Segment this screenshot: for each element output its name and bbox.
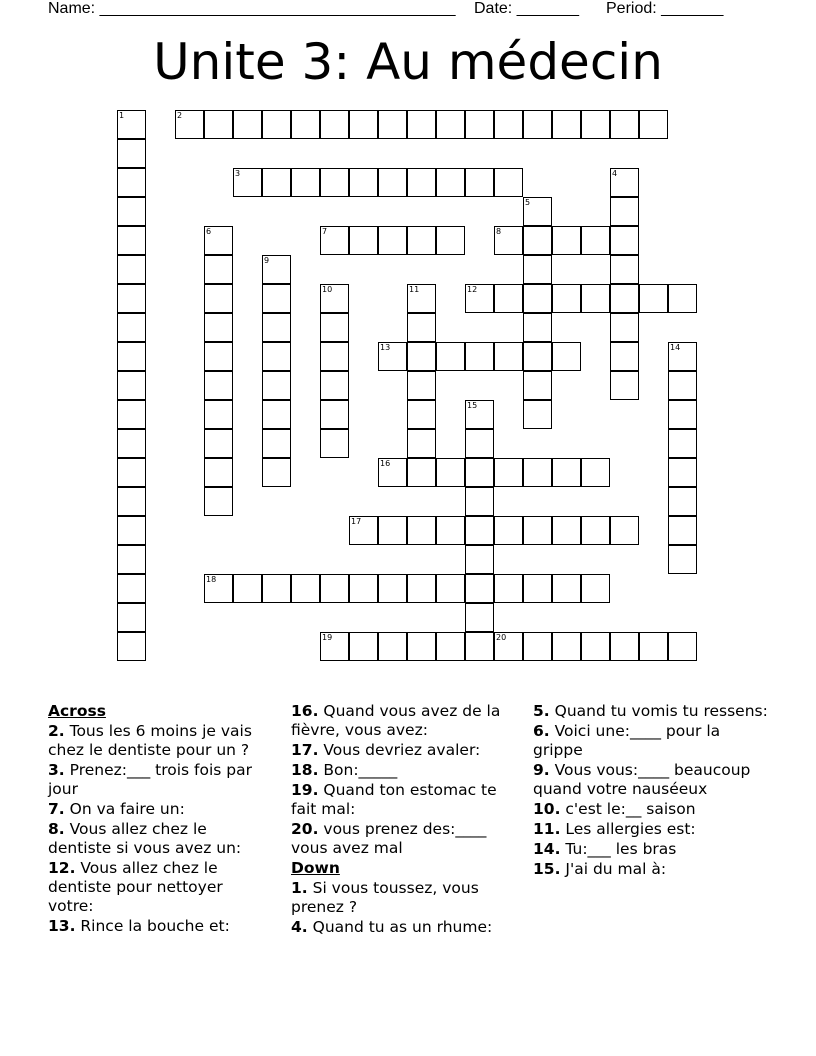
grid-cell[interactable] [465, 574, 494, 603]
grid-cell[interactable] [639, 284, 668, 313]
across-clue [291, 781, 519, 819]
clue-number-label: 15. [533, 860, 561, 878]
grid-cell[interactable] [407, 632, 436, 661]
grid-cell[interactable] [204, 284, 233, 313]
grid-cell[interactable] [407, 371, 436, 400]
grid-cell[interactable] [349, 516, 378, 545]
grid-cell[interactable] [117, 487, 146, 516]
grid-cell[interactable] [204, 487, 233, 516]
grid-cell[interactable] [639, 110, 668, 139]
grid-cell[interactable] [378, 574, 407, 603]
grid-cell[interactable] [378, 632, 407, 661]
grid-cell[interactable] [407, 226, 436, 255]
period-field-label: Period: _______ [606, 0, 724, 17]
clue-text: Rince la bouche et: [75, 917, 230, 935]
grid-cell[interactable] [494, 342, 523, 371]
clue-text: vous prenez des:____ vous avez mal [291, 820, 487, 857]
grid-cell[interactable] [233, 168, 262, 197]
grid-cell[interactable] [262, 371, 291, 400]
grid-cell[interactable] [552, 458, 581, 487]
grid-cell[interactable] [233, 110, 262, 139]
grid-cell[interactable] [494, 284, 523, 313]
grid-cell[interactable] [262, 574, 291, 603]
grid-cell[interactable] [668, 371, 697, 400]
grid-cell[interactable] [320, 429, 349, 458]
clue-number: 2 [177, 111, 183, 120]
grid-cell[interactable] [610, 226, 639, 255]
grid-cell[interactable] [523, 197, 552, 226]
clue-number: 20 [496, 633, 507, 642]
down-clue-list [291, 879, 519, 937]
grid-cell[interactable] [668, 516, 697, 545]
clue-number: 4 [612, 169, 618, 178]
grid-cell[interactable] [291, 168, 320, 197]
grid-cell[interactable] [668, 545, 697, 574]
grid-cell[interactable] [407, 400, 436, 429]
grid-cell[interactable] [117, 545, 146, 574]
clue-number-label: 11. [533, 820, 561, 838]
grid-cell[interactable] [378, 458, 407, 487]
grid-cell[interactable] [494, 168, 523, 197]
grid-cell[interactable] [523, 255, 552, 284]
grid-cell[interactable] [523, 226, 552, 255]
grid-cell[interactable] [436, 632, 465, 661]
grid-cell[interactable] [204, 226, 233, 255]
grid-cell[interactable] [523, 342, 552, 371]
grid-cell[interactable] [581, 516, 610, 545]
grid-cell[interactable] [465, 632, 494, 661]
grid-cell[interactable] [523, 110, 552, 139]
clue-text: Voici une:____ pour la grippe [533, 722, 721, 759]
grid-cell[interactable] [117, 632, 146, 661]
grid-cell[interactable] [610, 632, 639, 661]
grid-cell[interactable] [407, 168, 436, 197]
clue-text: Bon:_____ [318, 761, 398, 779]
clue-number-label: 1. [291, 879, 308, 897]
across-clue [48, 722, 273, 760]
grid-cell[interactable] [436, 110, 465, 139]
grid-cell[interactable] [668, 632, 697, 661]
name-field-label: Name: ________________________________________ [48, 0, 456, 17]
grid-cell[interactable] [117, 255, 146, 284]
grid-cell[interactable] [204, 255, 233, 284]
grid-cell[interactable] [291, 574, 320, 603]
across-clue [291, 702, 519, 740]
grid-cell[interactable] [668, 400, 697, 429]
clue-number-label: 18. [291, 761, 319, 779]
grid-cell[interactable] [639, 632, 668, 661]
grid-cell[interactable] [117, 110, 146, 139]
grid-cell[interactable] [204, 342, 233, 371]
clue-text: Vous allez chez le dentiste si vous avez un: [48, 820, 242, 857]
clue-text: Quand ton estomac te fait mal: [291, 781, 497, 818]
grid-cell[interactable] [581, 632, 610, 661]
clue-text: J'ai du mal à: [560, 860, 667, 878]
grid-cell[interactable] [552, 632, 581, 661]
grid-cell[interactable] [117, 226, 146, 255]
clue-number-label: 20. [291, 820, 319, 838]
grid-cell[interactable] [117, 371, 146, 400]
clue-number-label: 5. [533, 702, 550, 720]
grid-cell[interactable] [552, 574, 581, 603]
grid-cell[interactable] [262, 313, 291, 342]
clue-number: 12 [467, 285, 478, 294]
across-clue [48, 859, 273, 916]
grid-cell[interactable] [117, 284, 146, 313]
grid-cell[interactable] [320, 226, 349, 255]
grid-cell[interactable] [465, 516, 494, 545]
clue-number-label: 14. [533, 840, 561, 858]
grid-cell[interactable] [552, 342, 581, 371]
grid-cell[interactable] [465, 342, 494, 371]
grid-cell[interactable] [523, 313, 552, 342]
grid-cell[interactable] [581, 458, 610, 487]
grid-cell[interactable] [407, 574, 436, 603]
clue-number-label: 9. [533, 761, 550, 779]
grid-cell[interactable] [610, 110, 639, 139]
clue-number: 15 [467, 401, 478, 410]
grid-cell[interactable] [465, 284, 494, 313]
grid-cell[interactable] [320, 168, 349, 197]
grid-cell[interactable] [262, 255, 291, 284]
clue-number-label: 6. [533, 722, 550, 740]
grid-cell[interactable] [204, 458, 233, 487]
grid-cell[interactable] [610, 342, 639, 371]
grid-cell[interactable] [117, 574, 146, 603]
across-clue-list [48, 722, 273, 936]
grid-cell[interactable] [610, 197, 639, 226]
clue-number: 11 [409, 285, 420, 294]
grid-cell[interactable] [465, 487, 494, 516]
grid-cell[interactable] [465, 168, 494, 197]
page-title: Unite 3: Au médecin [153, 33, 663, 91]
grid-cell[interactable] [523, 371, 552, 400]
grid-cell[interactable] [349, 632, 378, 661]
clue-text: Prenez:___ trois fois par jour [48, 761, 253, 798]
down-clue [533, 761, 773, 799]
grid-cell[interactable] [494, 458, 523, 487]
clue-number-label: 19. [291, 781, 319, 799]
clue-number: 1 [119, 111, 125, 120]
grid-cell[interactable] [668, 429, 697, 458]
grid-cell[interactable] [262, 400, 291, 429]
grid-cell[interactable] [436, 342, 465, 371]
across-clue [291, 741, 519, 760]
grid-cell[interactable] [494, 516, 523, 545]
grid-cell[interactable] [262, 284, 291, 313]
grid-cell[interactable] [117, 458, 146, 487]
clue-text: Si vous toussez, vous prenez ? [291, 879, 479, 916]
grid-cell[interactable] [378, 110, 407, 139]
grid-cell[interactable] [407, 516, 436, 545]
grid-cell[interactable] [552, 226, 581, 255]
grid-cell[interactable] [523, 400, 552, 429]
grid-cell[interactable] [117, 313, 146, 342]
clues-column-3 [533, 702, 773, 880]
clue-text: Quand vous avez de la fièvre, vous avez: [291, 702, 501, 739]
clue-number: 7 [322, 227, 328, 236]
grid-cell[interactable] [117, 400, 146, 429]
grid-cell[interactable] [407, 313, 436, 342]
grid-cell[interactable] [320, 574, 349, 603]
grid-cell[interactable] [117, 516, 146, 545]
grid-cell[interactable] [349, 168, 378, 197]
grid-cell[interactable] [465, 545, 494, 574]
grid-cell[interactable] [465, 400, 494, 429]
grid-cell[interactable] [494, 110, 523, 139]
down-clue [533, 702, 773, 721]
grid-cell[interactable] [320, 313, 349, 342]
clue-number: 8 [496, 227, 502, 236]
grid-cell[interactable] [523, 516, 552, 545]
clue-number: 18 [206, 575, 217, 584]
clue-text: Vous allez chez le dentiste pour nettoyer votre: [48, 859, 223, 915]
grid-cell[interactable] [320, 342, 349, 371]
grid-cell[interactable] [668, 458, 697, 487]
date-field-label: Date: _______ [474, 0, 579, 17]
grid-cell[interactable] [610, 284, 639, 313]
grid-cell[interactable] [320, 371, 349, 400]
clue-number-label: 3. [48, 761, 65, 779]
clue-number-label: 10. [533, 800, 561, 818]
across-clue [48, 917, 273, 936]
grid-cell[interactable] [378, 226, 407, 255]
grid-cell[interactable] [349, 110, 378, 139]
grid-cell[interactable] [262, 342, 291, 371]
grid-cell[interactable] [436, 516, 465, 545]
grid-cell[interactable] [233, 574, 262, 603]
clue-text: On va faire un: [64, 800, 185, 818]
across-clue [48, 820, 273, 858]
grid-cell[interactable] [581, 110, 610, 139]
grid-cell[interactable] [407, 429, 436, 458]
clue-text: Les allergies est: [560, 820, 696, 838]
grid-cell[interactable] [262, 168, 291, 197]
clue-number-label: 2. [48, 722, 65, 740]
grid-cell[interactable] [668, 342, 697, 371]
grid-cell[interactable] [378, 516, 407, 545]
grid-cell[interactable] [610, 313, 639, 342]
grid-cell[interactable] [117, 429, 146, 458]
clue-text: Vous vous:____ beaucoup quand votre nauséeux [533, 761, 751, 798]
grid-cell[interactable] [668, 487, 697, 516]
grid-cell[interactable] [204, 400, 233, 429]
grid-cell[interactable] [465, 603, 494, 632]
grid-cell[interactable] [581, 284, 610, 313]
clue-number: 3 [235, 169, 241, 178]
grid-cell[interactable] [175, 110, 204, 139]
grid-cell[interactable] [552, 516, 581, 545]
grid-cell[interactable] [610, 168, 639, 197]
grid-cell[interactable] [407, 110, 436, 139]
grid-cell[interactable] [494, 632, 523, 661]
clue-text: Quand tu as un rhume: [307, 918, 493, 936]
down-clue [291, 879, 519, 917]
grid-cell[interactable] [117, 168, 146, 197]
grid-cell[interactable] [610, 255, 639, 284]
grid-cell[interactable] [523, 284, 552, 313]
down-clue [533, 860, 773, 879]
grid-cell[interactable] [117, 342, 146, 371]
clue-number-label: 17. [291, 741, 319, 759]
grid-cell[interactable] [610, 371, 639, 400]
clue-number: 9 [264, 256, 270, 265]
grid-cell[interactable] [117, 139, 146, 168]
grid-cell[interactable] [436, 168, 465, 197]
grid-cell[interactable] [610, 516, 639, 545]
grid-cell[interactable] [262, 110, 291, 139]
grid-cell[interactable] [494, 574, 523, 603]
across-clue-list-continued [291, 702, 519, 858]
grid-cell[interactable] [204, 371, 233, 400]
clue-text: Tous les 6 moins je vais chez le dentiste pour un ? [48, 722, 252, 759]
grid-cell[interactable] [407, 284, 436, 313]
down-clue [533, 840, 773, 859]
grid-cell[interactable] [320, 284, 349, 313]
grid-cell[interactable] [204, 574, 233, 603]
clue-number-label: 13. [48, 917, 76, 935]
across-clue [291, 820, 519, 858]
clue-number: 13 [380, 343, 391, 352]
grid-cell[interactable] [668, 284, 697, 313]
grid-cell[interactable] [407, 458, 436, 487]
grid-cell[interactable] [581, 226, 610, 255]
grid-cell[interactable] [320, 110, 349, 139]
down-heading: Down [291, 859, 340, 877]
down-clue [533, 820, 773, 839]
clue-number-label: 7. [48, 800, 65, 818]
across-clue [48, 800, 273, 819]
clue-number: 14 [670, 343, 681, 352]
grid-cell[interactable] [291, 110, 320, 139]
down-clue [533, 800, 773, 819]
across-clue [291, 761, 519, 780]
across-clue [48, 761, 273, 799]
clue-number-label: 4. [291, 918, 308, 936]
clue-number-label: 12. [48, 859, 76, 877]
clue-text: Tu:___ les bras [560, 840, 677, 858]
clue-number-label: 16. [291, 702, 319, 720]
grid-cell[interactable] [523, 458, 552, 487]
grid-cell[interactable] [117, 603, 146, 632]
clue-number-label: 8. [48, 820, 65, 838]
grid-cell[interactable] [349, 226, 378, 255]
grid-cell[interactable] [552, 110, 581, 139]
grid-cell[interactable] [523, 632, 552, 661]
grid-cell[interactable] [436, 574, 465, 603]
clue-number: 6 [206, 227, 212, 236]
clue-number: 10 [322, 285, 333, 294]
clue-number: 17 [351, 517, 362, 526]
grid-cell[interactable] [320, 632, 349, 661]
grid-cell[interactable] [465, 110, 494, 139]
grid-cell[interactable] [378, 168, 407, 197]
clue-number: 16 [380, 459, 391, 468]
across-heading: Across [48, 702, 106, 720]
grid-cell[interactable] [494, 226, 523, 255]
grid-cell[interactable] [552, 284, 581, 313]
grid-cell[interactable] [262, 429, 291, 458]
grid-cell[interactable] [465, 429, 494, 458]
down-clue [533, 722, 773, 760]
clue-text: c'est le:__ saison [560, 800, 696, 818]
clues-column-2 [291, 702, 519, 938]
grid-cell[interactable] [204, 110, 233, 139]
down-clue-list-continued [533, 702, 773, 879]
down-clue [291, 918, 519, 937]
grid-cell[interactable] [117, 197, 146, 226]
grid-cell[interactable] [465, 458, 494, 487]
grid-cell[interactable] [320, 400, 349, 429]
clue-number: 5 [525, 198, 531, 207]
grid-cell[interactable] [204, 313, 233, 342]
clues-column-1 [48, 702, 273, 937]
grid-cell[interactable] [378, 342, 407, 371]
clue-number: 19 [322, 633, 333, 642]
grid-cell[interactable] [204, 429, 233, 458]
grid-cell[interactable] [523, 574, 552, 603]
grid-cell[interactable] [349, 574, 378, 603]
clue-text: Vous devriez avaler: [318, 741, 481, 759]
grid-cell[interactable] [436, 226, 465, 255]
clue-text: Quand tu vomis tu ressens: [549, 702, 768, 720]
grid-cell[interactable] [436, 458, 465, 487]
grid-cell[interactable] [407, 342, 436, 371]
grid-cell[interactable] [581, 574, 610, 603]
grid-cell[interactable] [262, 458, 291, 487]
